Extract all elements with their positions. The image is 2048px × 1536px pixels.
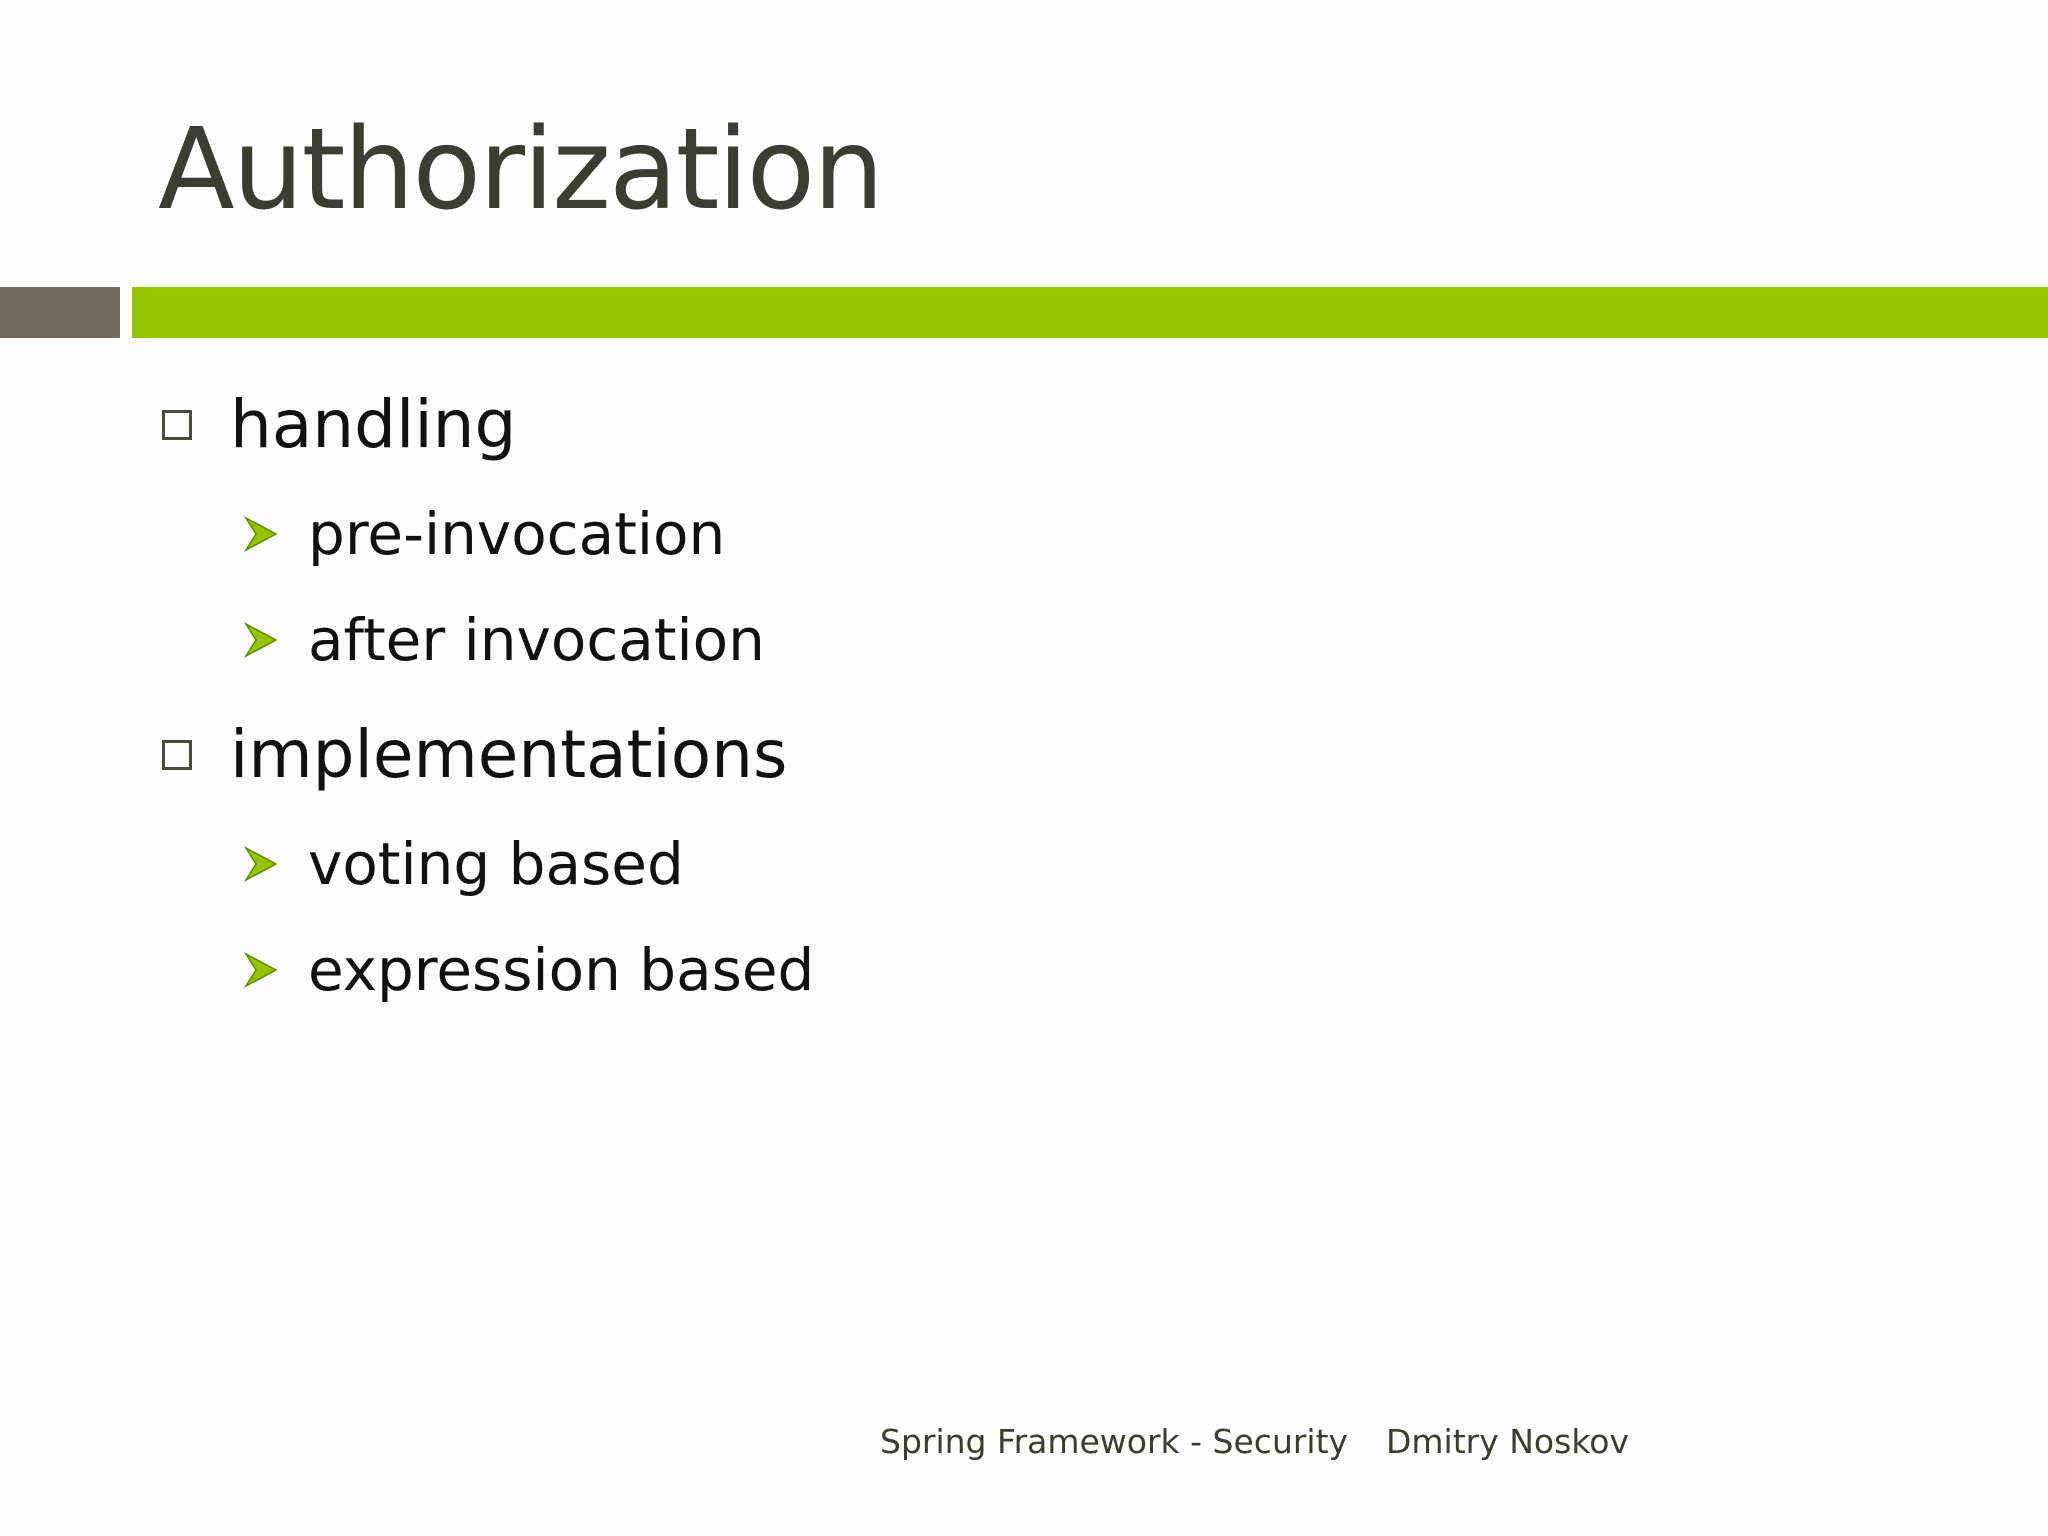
sub-bullet-item-expression-based	[244, 934, 814, 1006]
slide-title: Authorization	[158, 105, 883, 235]
bullet-item-implementations	[162, 715, 787, 795]
bullet-text: handling	[230, 386, 517, 463]
bullet-text: implementations	[230, 716, 788, 793]
green-arrowhead-bullet-icon	[244, 844, 278, 884]
sub-bullet-text: after invocation	[308, 606, 765, 674]
green-arrowhead-bullet-icon	[244, 514, 278, 554]
sub-bullet-text: voting based	[308, 830, 684, 898]
sub-bullet-item-after-invocation	[244, 604, 765, 676]
footer-course-title: Spring Framework - Security	[880, 1422, 1349, 1461]
sub-bullet-text: expression based	[308, 936, 815, 1004]
sub-bullet-text: pre-invocation	[308, 500, 726, 568]
bullet-item-handling	[162, 385, 516, 465]
hollow-square-bullet-icon	[162, 740, 192, 770]
green-arrowhead-bullet-icon	[244, 620, 278, 660]
sub-bullet-item-voting-based	[244, 828, 684, 900]
sub-bullet-item-pre-invocation	[244, 498, 725, 570]
green-arrowhead-bullet-icon	[244, 950, 278, 990]
footer-author: Dmitry Noskov	[1386, 1422, 1629, 1461]
hollow-square-bullet-icon	[162, 410, 192, 440]
